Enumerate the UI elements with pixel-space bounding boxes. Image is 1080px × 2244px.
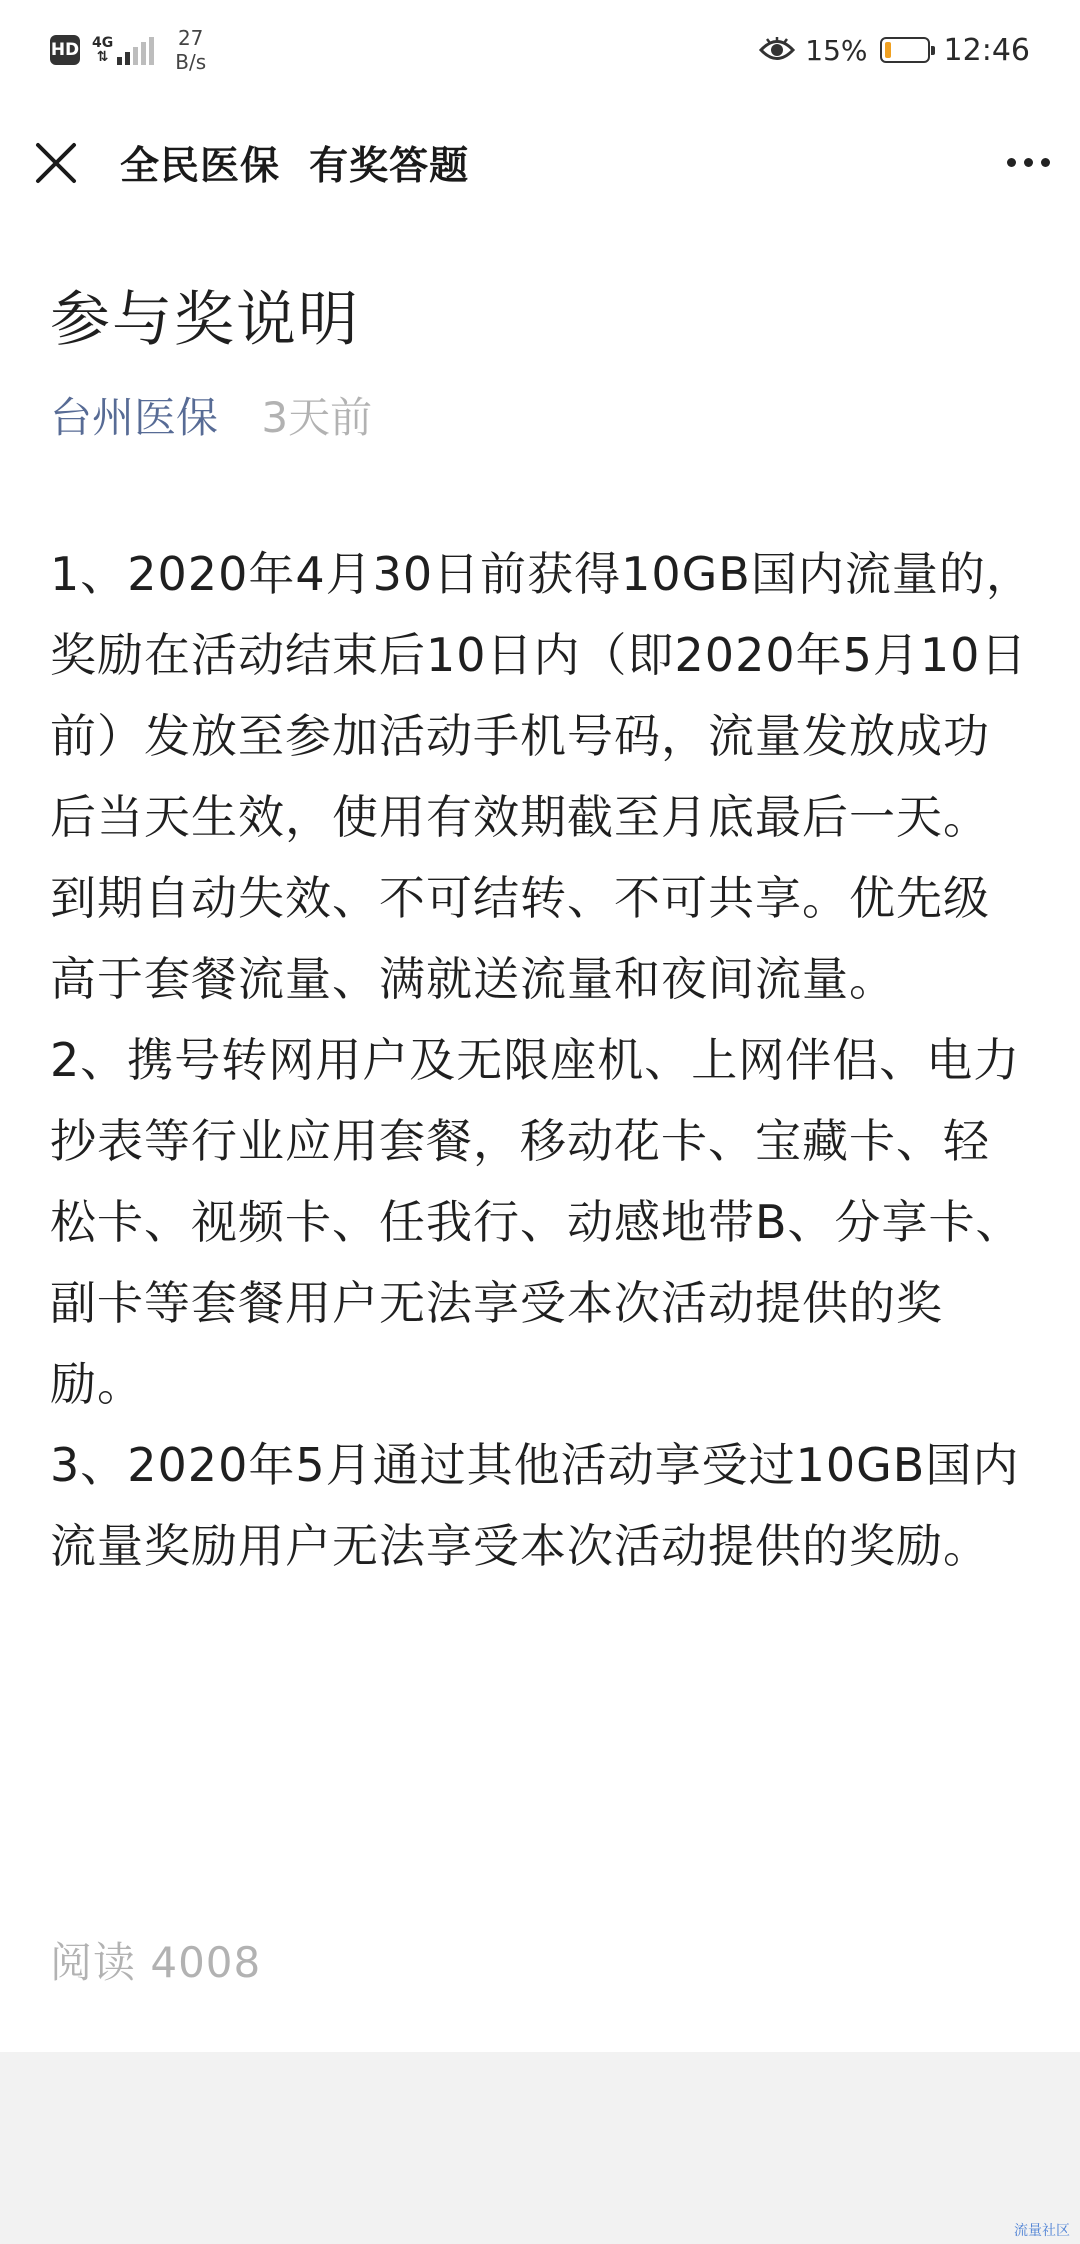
article-meta <box>50 390 1034 446</box>
data-arrows-icon: ⇅ <box>96 49 109 65</box>
article-body <box>50 534 1034 1587</box>
article <box>50 280 1034 1587</box>
network-speed-unit: B/s <box>175 50 207 74</box>
article-paragraph-1: 1、2020年4月30日前获得10GB国内流量的，奖励在活动结束后10日内（即2020年5月10日前）发放至参加活动手机号码，流量发放成功后当天生效，使用有效期截至月底最后一天。到期自动失效、不可结转、不可共享。优先级高于套餐流量、满就送流量和夜间流量。 <box>50 547 1033 1006</box>
battery-fill <box>885 42 891 58</box>
footer-area <box>0 2052 1080 2244</box>
battery-icon <box>880 37 930 63</box>
clock: 12:46 <box>943 32 1030 68</box>
publish-time: 3天前 <box>261 393 373 442</box>
battery-percent: 15% <box>805 33 868 67</box>
more-icon[interactable] <box>999 158 1050 167</box>
article-paragraph-2: 2、携号转网用户及无限座机、上网伴侣、电力抄表等行业应用套餐，移动花卡、宝藏卡、轻松卡、视频卡、任我行、动感地带B、分享卡、副卡等套餐用户无法享受本次活动提供的奖励。 <box>50 1033 1023 1411</box>
nav-title: 全民医保 有奖答题 <box>120 143 470 189</box>
watermark: 流量社区 <box>1014 2223 1070 2239</box>
network-type-label: 4G <box>92 35 114 51</box>
signal-icon <box>117 35 157 65</box>
more-dot <box>1007 158 1016 167</box>
article-title: 参与奖说明 <box>50 285 360 355</box>
network-type <box>92 36 113 64</box>
article-paragraph-3: 3、2020年5月通过其他活动享受过10GB国内流量奖励用户无法享受本次活动提供的奖励。 <box>50 1438 1020 1573</box>
read-count: 阅读 4008 <box>50 1938 262 1987</box>
hd-icon: HD <box>50 35 80 65</box>
status-bar <box>0 0 1080 100</box>
close-icon[interactable] <box>30 137 82 189</box>
more-dot <box>1041 158 1050 167</box>
status-bar-right <box>759 33 1030 68</box>
nav-bar <box>0 110 1080 215</box>
network-speed <box>175 26 206 74</box>
more-dot <box>1024 158 1033 167</box>
account-name-link[interactable]: 台州医保 <box>50 393 219 442</box>
network-speed-value: 27 <box>177 26 204 50</box>
eye-icon <box>759 37 795 63</box>
status-bar-left <box>50 26 206 74</box>
